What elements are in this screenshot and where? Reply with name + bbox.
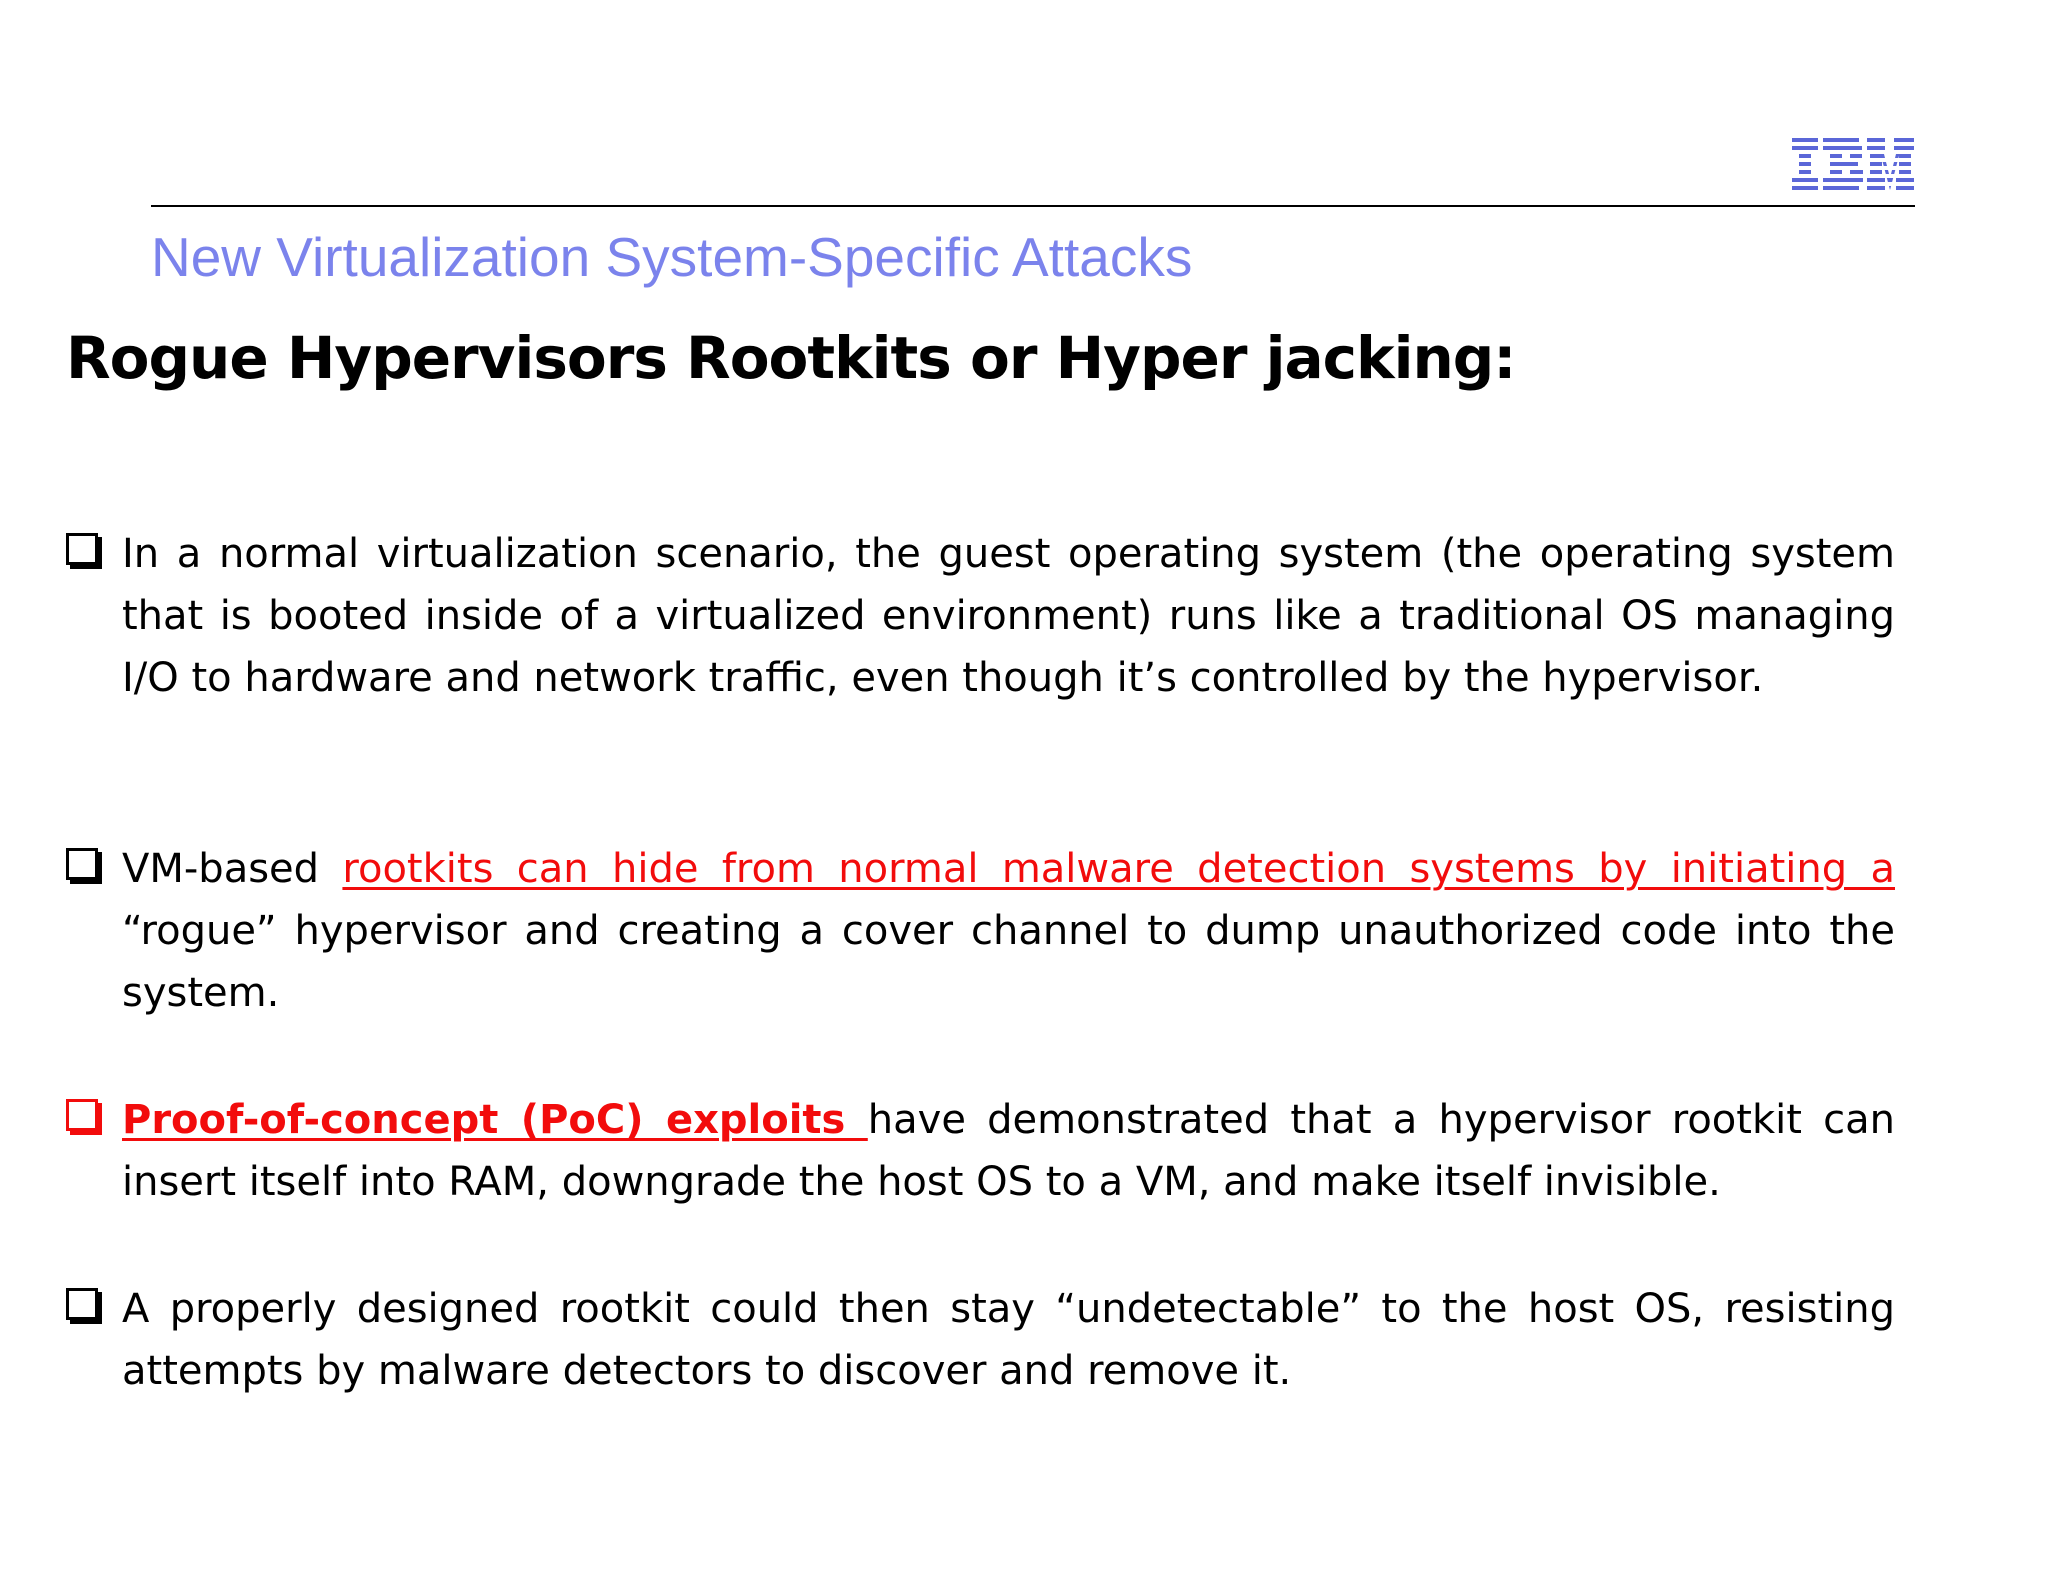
checkbox-bullet-icon [66,848,98,880]
bullet-1-text: In a normal virtualization scenario, the guest operating system (the operating system that is booted inside of a virtualized environment) runs like a traditional OS managing I/O to hardware and network traffic, even though it’s controlled by the hypervisor. [122,531,1895,701]
slide-heading: Rogue Hypervisors Rootkits or Hyper jacking: [66,324,1516,392]
bullet-3-highlight: Proof-of-concept (PoC) exploits [122,1097,868,1143]
section-title: New Virtualization System-Specific Attacks [151,226,1193,288]
ibm-logo [1792,138,1914,190]
bullet-3-suffix: have demonstrated that a hypervisor rootkit can insert itself into RAM, downgrade the host OS to a VM, and make itself invisible. [122,1097,1896,1205]
checkbox-bullet-icon-red [66,1099,98,1131]
bullet-4-text: A properly designed rootkit could then stay “undetectable” to the host OS, resisting attempts by malware detectors to discover and remove it. [122,1286,1895,1394]
bullet-item-4 [122,1278,1895,1402]
bullet-item-3 [122,1089,1895,1213]
bullet-item-2 [122,838,1895,1024]
bullet-2-highlight: rootkits can hide from normal malware detection systems by initiating a [342,846,1895,892]
bullet-2-suffix: “rogue” hypervisor and creating a cover channel to dump unauthorized code into the system. [122,908,1895,1016]
bullet-item-1 [122,523,1895,709]
bullet-2-prefix: VM-based [122,846,343,892]
checkbox-bullet-icon [66,533,98,565]
checkbox-bullet-icon [66,1288,98,1320]
header-divider [151,205,1915,207]
